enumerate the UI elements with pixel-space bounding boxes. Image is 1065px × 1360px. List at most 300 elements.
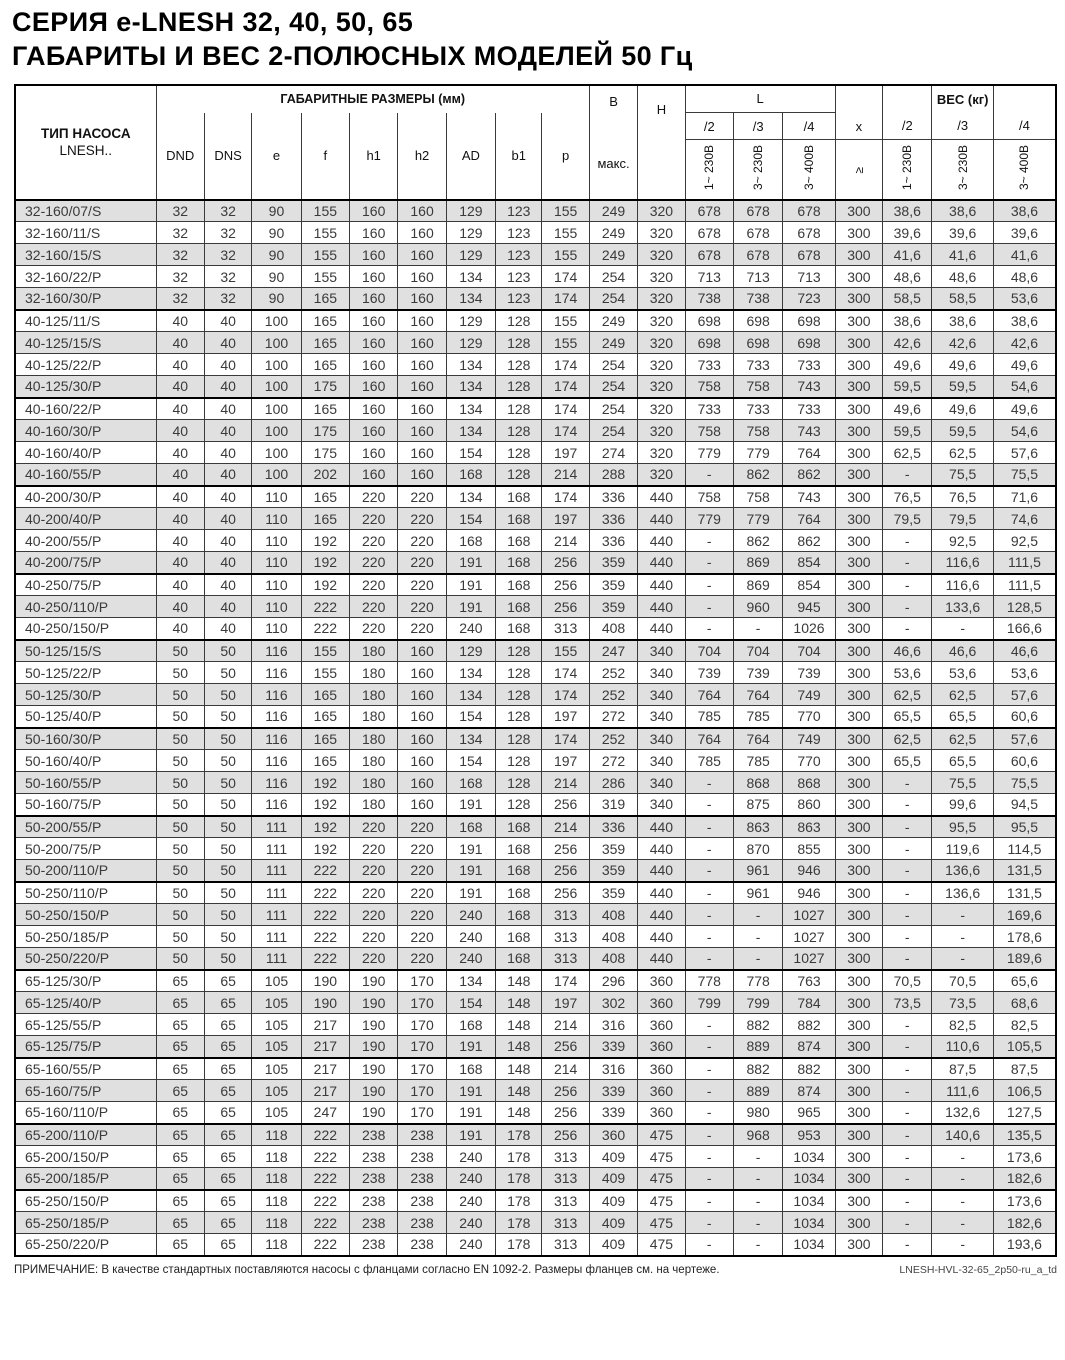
- value-cell: 743: [783, 486, 835, 508]
- value-cell: 249: [589, 200, 637, 222]
- pump-type-cell: 40-125/30/P: [15, 376, 156, 398]
- value-cell: -: [685, 618, 733, 640]
- value-cell: 300: [835, 310, 882, 332]
- value-cell: 165: [301, 728, 349, 750]
- value-cell: -: [883, 816, 932, 838]
- value-cell: 79,5: [932, 508, 993, 530]
- value-cell: 165: [301, 684, 349, 706]
- value-cell: 359: [589, 860, 637, 882]
- value-cell: 53,6: [993, 662, 1056, 684]
- value-cell: 249: [589, 332, 637, 354]
- value-cell: 50: [204, 684, 251, 706]
- value-cell: 190: [301, 970, 349, 992]
- value-cell: 116: [252, 640, 301, 662]
- value-cell: 40: [204, 354, 251, 376]
- value-cell: 65: [204, 1124, 251, 1146]
- pump-type-cell: 50-160/75/P: [15, 794, 156, 816]
- value-cell: 300: [835, 838, 882, 860]
- value-cell: 48,6: [932, 266, 993, 288]
- value-cell: 339: [589, 1102, 637, 1124]
- value-cell: 128: [496, 794, 542, 816]
- value-cell: 111: [252, 816, 301, 838]
- value-cell: 87,5: [932, 1058, 993, 1080]
- value-cell: 155: [542, 640, 589, 662]
- value-cell: 254: [589, 398, 637, 420]
- value-cell: 38,6: [932, 310, 993, 332]
- value-cell: 32: [204, 244, 251, 266]
- value-cell: -: [883, 838, 932, 860]
- table-row: [15, 662, 1056, 684]
- value-cell: 128,5: [993, 596, 1056, 618]
- value-cell: -: [883, 1080, 932, 1102]
- value-cell: 116,6: [932, 552, 993, 574]
- value-cell: 170: [398, 992, 446, 1014]
- table-row: [15, 486, 1056, 508]
- value-cell: 168: [496, 530, 542, 552]
- value-cell: 87,5: [993, 1058, 1056, 1080]
- value-cell: 50: [204, 794, 251, 816]
- value-cell: 190: [350, 992, 398, 1014]
- value-cell: 160: [398, 332, 446, 354]
- table-row: [15, 970, 1056, 992]
- x-gte-symbol: ≥: [835, 140, 882, 200]
- value-cell: 220: [350, 530, 398, 552]
- value-cell: 65: [204, 1146, 251, 1168]
- value-cell: -: [685, 1014, 733, 1036]
- footnote: ПРИМЕЧАНИЕ: В качестве стандартных поставляются насосы с фланцами согласно EN 1092-2. Размеры фланцев см. на чертеже.: [14, 1263, 720, 1276]
- value-cell: 160: [350, 332, 398, 354]
- value-cell: 73,5: [883, 992, 932, 1014]
- value-cell: 799: [685, 992, 733, 1014]
- value-cell: 256: [542, 1036, 589, 1058]
- value-cell: 191: [446, 860, 495, 882]
- pump-type-cell: 50-250/185/P: [15, 926, 156, 948]
- value-cell: 300: [835, 1102, 882, 1124]
- value-cell: 946: [783, 882, 835, 904]
- value-cell: 191: [446, 1036, 495, 1058]
- value-cell: 40: [204, 618, 251, 640]
- value-cell: 50: [204, 838, 251, 860]
- pump-type-cell: 40-125/22/P: [15, 354, 156, 376]
- value-cell: 360: [589, 1124, 637, 1146]
- pump-type-cell: 32-160/30/P: [15, 288, 156, 310]
- value-cell: 1034: [783, 1190, 835, 1212]
- value-cell: 160: [350, 420, 398, 442]
- value-cell: 50: [156, 794, 204, 816]
- value-cell: 168: [496, 882, 542, 904]
- value-cell: 174: [542, 288, 589, 310]
- value-cell: 168: [496, 574, 542, 596]
- value-cell: 779: [733, 508, 782, 530]
- value-cell: 160: [398, 398, 446, 420]
- value-cell: 100: [252, 332, 301, 354]
- value-cell: 300: [835, 244, 882, 266]
- value-cell: 59,5: [932, 376, 993, 398]
- table-row: [15, 1102, 1056, 1124]
- value-cell: 160: [350, 376, 398, 398]
- value-cell: 240: [446, 1190, 495, 1212]
- value-cell: 46,6: [993, 640, 1056, 662]
- value-cell: 136,6: [932, 882, 993, 904]
- value-cell: 863: [783, 816, 835, 838]
- value-cell: 408: [589, 904, 637, 926]
- value-cell: 62,5: [932, 442, 993, 464]
- value-cell: 238: [398, 1124, 446, 1146]
- value-cell: 50: [156, 816, 204, 838]
- pump-type-cell: 65-160/55/P: [15, 1058, 156, 1080]
- value-cell: 168: [496, 904, 542, 926]
- value-cell: 160: [398, 640, 446, 662]
- table-row: [15, 376, 1056, 398]
- value-cell: 220: [350, 860, 398, 882]
- value-cell: 119,6: [932, 838, 993, 860]
- value-cell: 743: [783, 420, 835, 442]
- pump-type-cell: 40-250/75/P: [15, 574, 156, 596]
- weight-voltage-3-400-header: 3~ 400В: [993, 140, 1056, 200]
- value-cell: -: [883, 1212, 932, 1234]
- table-header: [15, 85, 1056, 200]
- value-cell: 222: [301, 926, 349, 948]
- value-cell: 889: [733, 1036, 782, 1058]
- value-cell: 40: [156, 508, 204, 530]
- value-cell: 300: [835, 1014, 882, 1036]
- value-cell: 475: [638, 1190, 685, 1212]
- value-cell: 220: [350, 926, 398, 948]
- value-cell: 116: [252, 772, 301, 794]
- value-cell: 889: [733, 1080, 782, 1102]
- value-cell: 90: [252, 266, 301, 288]
- pump-type-cell: 50-160/30/P: [15, 728, 156, 750]
- value-cell: 222: [301, 1146, 349, 1168]
- value-cell: 50: [204, 750, 251, 772]
- value-cell: 980: [733, 1102, 782, 1124]
- value-cell: 178,6: [993, 926, 1056, 948]
- value-cell: 39,6: [883, 222, 932, 244]
- value-cell: 862: [783, 464, 835, 486]
- b-max-header-bottom: макс.: [597, 155, 630, 171]
- value-cell: 110: [252, 552, 301, 574]
- value-cell: 40: [156, 442, 204, 464]
- value-cell: 140,6: [932, 1124, 993, 1146]
- value-cell: 779: [685, 508, 733, 530]
- value-cell: 197: [542, 750, 589, 772]
- value-cell: 222: [301, 1168, 349, 1190]
- value-cell: 254: [589, 266, 637, 288]
- value-cell: 50: [156, 772, 204, 794]
- value-cell: 174: [542, 486, 589, 508]
- value-cell: 300: [835, 508, 882, 530]
- value-cell: 359: [589, 838, 637, 860]
- value-cell: 134: [446, 662, 495, 684]
- value-cell: 160: [398, 420, 446, 442]
- value-cell: -: [932, 1190, 993, 1212]
- table-row: [15, 816, 1056, 838]
- value-cell: 678: [685, 200, 733, 222]
- value-cell: -: [932, 1146, 993, 1168]
- value-cell: 313: [542, 926, 589, 948]
- value-cell: 220: [350, 816, 398, 838]
- value-cell: 785: [685, 706, 733, 728]
- value-cell: 168: [496, 618, 542, 640]
- value-cell: 105: [252, 970, 301, 992]
- value-cell: 678: [733, 244, 782, 266]
- value-cell: 300: [835, 1058, 882, 1080]
- value-cell: 65: [204, 970, 251, 992]
- value-cell: -: [883, 1058, 932, 1080]
- value-cell: 256: [542, 552, 589, 574]
- value-cell: -: [685, 926, 733, 948]
- value-cell: 220: [398, 530, 446, 552]
- value-cell: -: [883, 1036, 932, 1058]
- value-cell: 249: [589, 310, 637, 332]
- value-cell: 165: [301, 354, 349, 376]
- value-cell: 360: [638, 1036, 685, 1058]
- value-cell: 192: [301, 816, 349, 838]
- value-cell: 247: [589, 640, 637, 662]
- value-cell: 874: [783, 1080, 835, 1102]
- table-row: [15, 442, 1056, 464]
- value-cell: 170: [398, 1014, 446, 1036]
- value-cell: 123: [496, 200, 542, 222]
- value-cell: 1027: [783, 904, 835, 926]
- pump-type-cell: 40-125/15/S: [15, 332, 156, 354]
- value-cell: 220: [350, 508, 398, 530]
- value-cell: 128: [496, 420, 542, 442]
- value-cell: 408: [589, 926, 637, 948]
- value-cell: 178: [496, 1190, 542, 1212]
- value-cell: 678: [733, 200, 782, 222]
- value-cell: 180: [350, 772, 398, 794]
- value-cell: 160: [398, 772, 446, 794]
- value-cell: 238: [350, 1168, 398, 1190]
- value-cell: -: [685, 1146, 733, 1168]
- value-cell: 170: [398, 1080, 446, 1102]
- value-cell: 336: [589, 508, 637, 530]
- value-cell: -: [883, 1168, 932, 1190]
- pump-type-cell: 32-160/11/S: [15, 222, 156, 244]
- value-cell: 360: [638, 1014, 685, 1036]
- value-cell: -: [883, 926, 932, 948]
- value-cell: 160: [398, 794, 446, 816]
- value-cell: 220: [398, 596, 446, 618]
- value-cell: 300: [835, 354, 882, 376]
- value-cell: 134: [446, 486, 495, 508]
- value-cell: 50: [156, 662, 204, 684]
- value-cell: 300: [835, 750, 882, 772]
- value-cell: 165: [301, 332, 349, 354]
- value-cell: 65: [156, 1014, 204, 1036]
- value-cell: 178: [496, 1124, 542, 1146]
- value-cell: 300: [835, 398, 882, 420]
- value-cell: 240: [446, 1168, 495, 1190]
- value-cell: 41,6: [932, 244, 993, 266]
- value-cell: 40: [204, 486, 251, 508]
- value-cell: 968: [733, 1124, 782, 1146]
- value-cell: 160: [398, 684, 446, 706]
- value-cell: 50: [204, 926, 251, 948]
- value-cell: 168: [496, 838, 542, 860]
- value-cell: 40: [204, 332, 251, 354]
- value-cell: 160: [398, 200, 446, 222]
- col-header-b1: b1: [496, 113, 542, 200]
- value-cell: 240: [446, 618, 495, 640]
- value-cell: 118: [252, 1212, 301, 1234]
- value-cell: 110: [252, 530, 301, 552]
- value-cell: 713: [783, 266, 835, 288]
- value-cell: 65: [204, 1058, 251, 1080]
- value-cell: 134: [446, 354, 495, 376]
- value-cell: 214: [542, 1058, 589, 1080]
- value-cell: 678: [685, 244, 733, 266]
- value-cell: 160: [350, 398, 398, 420]
- value-cell: 175: [301, 376, 349, 398]
- value-cell: 749: [783, 728, 835, 750]
- table-row: [15, 1168, 1056, 1190]
- value-cell: 90: [252, 244, 301, 266]
- pump-type-cell: 40-160/40/P: [15, 442, 156, 464]
- value-cell: 252: [589, 728, 637, 750]
- pump-type-cell: 65-200/185/P: [15, 1168, 156, 1190]
- value-cell: 165: [301, 398, 349, 420]
- value-cell: 160: [398, 376, 446, 398]
- value-cell: 160: [398, 706, 446, 728]
- value-cell: 168: [496, 860, 542, 882]
- value-cell: 50: [204, 860, 251, 882]
- col-header-dnd: DND: [156, 113, 204, 200]
- value-cell: 770: [783, 706, 835, 728]
- value-cell: 339: [589, 1080, 637, 1102]
- value-cell: 168: [446, 1058, 495, 1080]
- value-cell: 95,5: [993, 816, 1056, 838]
- pump-type-cell: 40-125/11/S: [15, 310, 156, 332]
- value-cell: 778: [685, 970, 733, 992]
- value-cell: 300: [835, 970, 882, 992]
- value-cell: 168: [496, 948, 542, 970]
- value-cell: 65: [204, 1212, 251, 1234]
- value-cell: 90: [252, 222, 301, 244]
- table-row: [15, 926, 1056, 948]
- value-cell: -: [685, 574, 733, 596]
- pump-type-cell: 32-160/07/S: [15, 200, 156, 222]
- value-cell: 300: [835, 442, 882, 464]
- value-cell: 79,5: [883, 508, 932, 530]
- value-cell: 168: [496, 816, 542, 838]
- pump-type-header: [15, 85, 156, 200]
- value-cell: 313: [542, 904, 589, 926]
- value-cell: 678: [783, 244, 835, 266]
- value-cell: 38,6: [993, 310, 1056, 332]
- page-footer: [14, 1264, 1057, 1276]
- value-cell: 222: [301, 596, 349, 618]
- value-cell: 1027: [783, 926, 835, 948]
- table-row: [15, 398, 1056, 420]
- value-cell: 65,6: [993, 970, 1056, 992]
- value-cell: 189,6: [993, 948, 1056, 970]
- value-cell: 256: [542, 596, 589, 618]
- value-cell: 50: [156, 728, 204, 750]
- value-cell: 252: [589, 662, 637, 684]
- value-cell: 111: [252, 860, 301, 882]
- value-cell: 38,6: [883, 200, 932, 222]
- value-cell: 73,5: [932, 992, 993, 1014]
- value-cell: 110: [252, 596, 301, 618]
- value-cell: 100: [252, 398, 301, 420]
- value-cell: 148: [496, 970, 542, 992]
- value-cell: 155: [301, 244, 349, 266]
- value-cell: 129: [446, 332, 495, 354]
- value-cell: 68,6: [993, 992, 1056, 1014]
- value-cell: 758: [733, 376, 782, 398]
- table-row: [15, 222, 1056, 244]
- value-cell: 217: [301, 1036, 349, 1058]
- value-cell: 785: [685, 750, 733, 772]
- value-cell: 100: [252, 442, 301, 464]
- value-cell: 160: [398, 244, 446, 266]
- value-cell: 238: [350, 1234, 398, 1256]
- value-cell: 50: [204, 882, 251, 904]
- table-row: [15, 772, 1056, 794]
- value-cell: 134: [446, 420, 495, 442]
- value-cell: 32: [204, 200, 251, 222]
- value-cell: -: [685, 816, 733, 838]
- value-cell: 300: [835, 1168, 882, 1190]
- value-cell: 180: [350, 728, 398, 750]
- value-cell: 288: [589, 464, 637, 486]
- value-cell: 743: [783, 376, 835, 398]
- value-cell: 160: [350, 200, 398, 222]
- value-cell: 148: [496, 992, 542, 1014]
- value-cell: 100: [252, 310, 301, 332]
- value-cell: 155: [301, 662, 349, 684]
- value-cell: 129: [446, 640, 495, 662]
- value-cell: 222: [301, 948, 349, 970]
- value-cell: 50: [204, 948, 251, 970]
- value-cell: -: [685, 794, 733, 816]
- value-cell: 180: [350, 684, 398, 706]
- value-cell: 764: [685, 684, 733, 706]
- value-cell: 160: [350, 464, 398, 486]
- value-cell: 155: [301, 266, 349, 288]
- value-cell: 160: [398, 662, 446, 684]
- value-cell: 320: [638, 288, 685, 310]
- value-cell: 118: [252, 1234, 301, 1256]
- value-cell: 155: [301, 200, 349, 222]
- value-cell: 758: [733, 420, 782, 442]
- value-cell: 50: [204, 706, 251, 728]
- pump-type-cell: 40-200/30/P: [15, 486, 156, 508]
- pump-type-cell: 40-250/150/P: [15, 618, 156, 640]
- table-row: [15, 1080, 1056, 1102]
- value-cell: 300: [835, 464, 882, 486]
- value-cell: 131,5: [993, 860, 1056, 882]
- table-row: [15, 838, 1056, 860]
- weight-variant-2-header: /2: [883, 113, 932, 140]
- pump-type-cell: 65-250/220/P: [15, 1234, 156, 1256]
- l-voltage-1-230-header: 1~ 230В: [685, 140, 733, 200]
- value-cell: 59,5: [932, 420, 993, 442]
- value-cell: 220: [350, 904, 398, 926]
- value-cell: 123: [496, 222, 542, 244]
- value-cell: 65: [204, 1014, 251, 1036]
- value-cell: 475: [638, 1124, 685, 1146]
- value-cell: 320: [638, 420, 685, 442]
- value-cell: 50: [156, 904, 204, 926]
- l-variant-4-header: /4: [783, 113, 835, 140]
- value-cell: 168: [446, 464, 495, 486]
- value-cell: 300: [835, 772, 882, 794]
- table-row: [15, 794, 1056, 816]
- value-cell: 62,5: [883, 728, 932, 750]
